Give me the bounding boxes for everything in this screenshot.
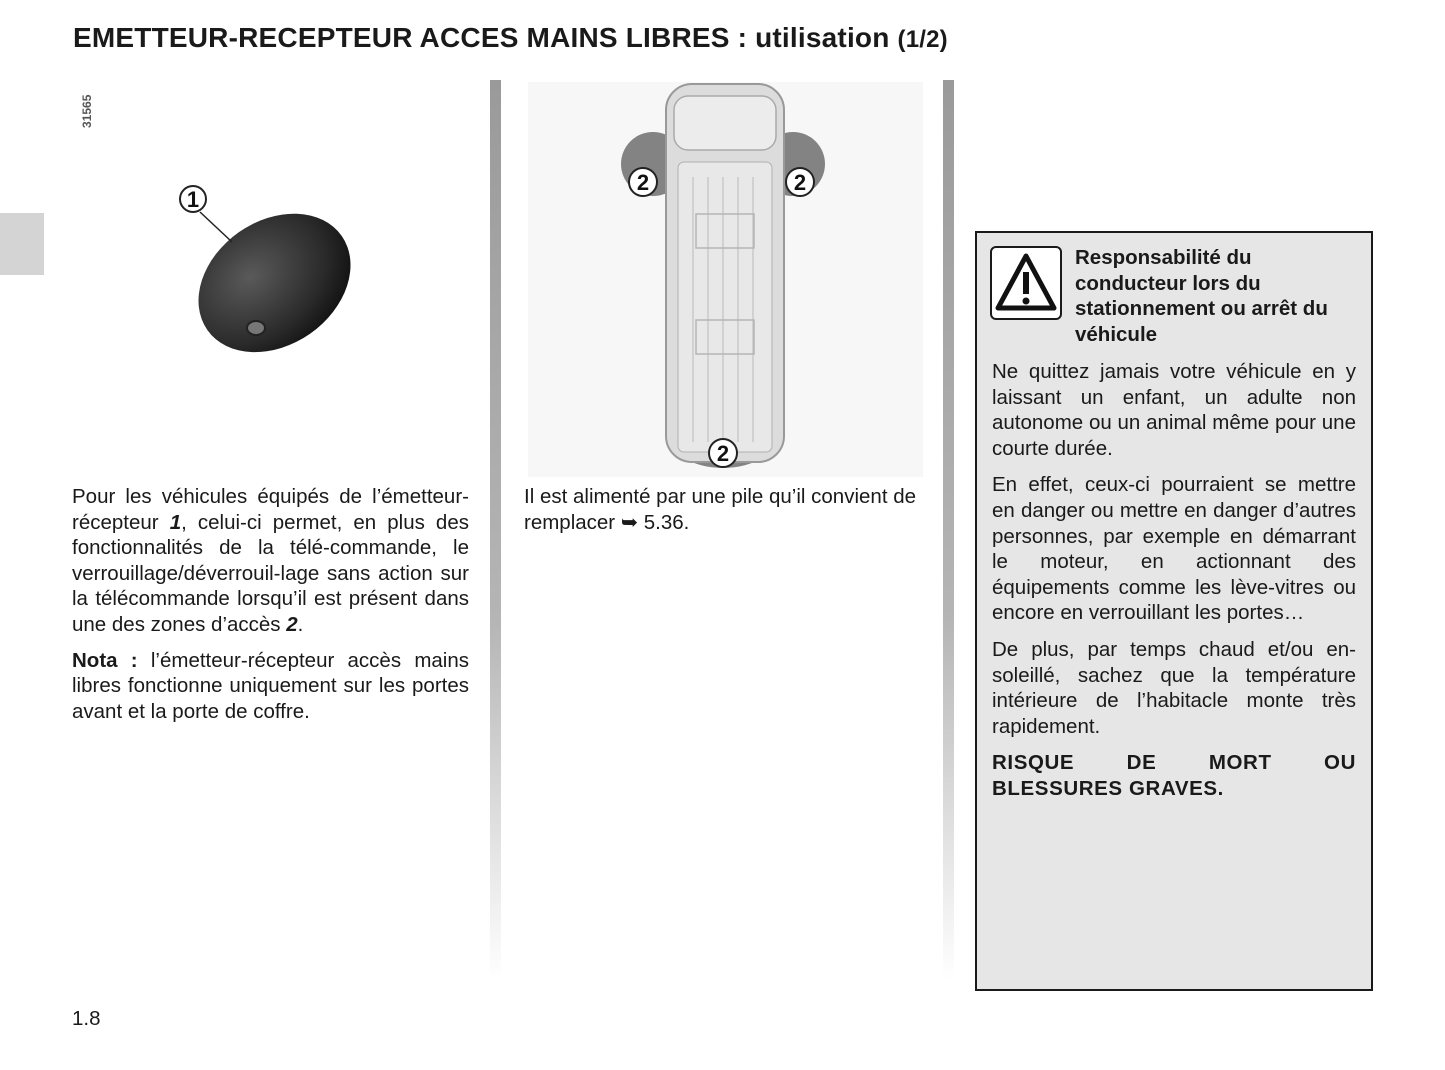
- page-number: 1.8: [72, 1007, 101, 1030]
- column-divider: [490, 80, 501, 980]
- intro-paragraph: Pour les véhicules équipés de l’émetteur-récepteur 1, celui-ci permet, en plus des fonctionnalités de la télé-commande, le verrouillage/déverrouil-lage sans action sur la télécommande lorsqu’il est présent dans une des zones d’accès 2.: [72, 485, 469, 636]
- nota-label: Nota :: [72, 648, 138, 672]
- key-fob-illustration: [160, 170, 380, 370]
- page-title: [73, 22, 948, 54]
- title-part: (1/2): [897, 26, 948, 53]
- warning-triangle-icon: [990, 246, 1062, 320]
- warning-paragraph: De plus, par temps chaud et/ou en-soleillé, sachez que la température intérieure de l’habitacle monte très rapidement.: [992, 637, 1356, 738]
- callout-number: 2: [636, 170, 650, 195]
- callout-number: 2: [793, 170, 807, 195]
- risk-statement: RISQUE DE MORT OU BLESSURES GRAVES.: [992, 751, 1356, 800]
- cross-reference-arrow-icon: ➥: [620, 510, 639, 534]
- key-fob-body: [172, 185, 377, 370]
- key-ring-hole: [247, 321, 265, 335]
- nota-paragraph: Nota : l’émetteur-récepteur accès mains libres fonctionne uniquement sur les portes avant et la porte de coffre.: [72, 648, 470, 723]
- cross-reference-page: 5.36.: [638, 510, 690, 534]
- warning-box: [975, 231, 1373, 991]
- title-text: EMETTEUR-RECEPTEUR ACCES MAINS LIBRES : utilisation: [73, 22, 890, 53]
- warning-heading: Responsabilité du conducteur lors du stationnement ou arrêt du véhicule: [1075, 246, 1328, 346]
- vehicle-access-zones-illustration: [528, 82, 923, 477]
- warning-paragraph: Ne quittez jamais votre véhicule en y laissant un enfant, un adulte non autonome ou un animal même pour une courte durée.: [992, 360, 1356, 460]
- warning-body: [992, 359, 1356, 813]
- battery-text-column: [524, 484, 924, 545]
- callout-line: [200, 212, 232, 242]
- callout-number: 2: [716, 441, 730, 466]
- warning-paragraph: En effet, ceux-ci pourraient se mettre en danger ou mettre en danger d’autres personnes, par exemple en démarrant le moteur, en actionnant des équipements comme les lève-vitres ou encore en verrouillant les portes…: [992, 473, 1356, 625]
- section-tab: [0, 213, 44, 275]
- figure-reference: 31565: [80, 94, 94, 128]
- intro-text-column: [72, 484, 469, 734]
- battery-paragraph: Il est alimenté par une pile qu’il convient de remplacer ➥ 5.36.: [524, 485, 917, 534]
- column-divider: [943, 80, 954, 980]
- callout-number: 1: [186, 187, 200, 212]
